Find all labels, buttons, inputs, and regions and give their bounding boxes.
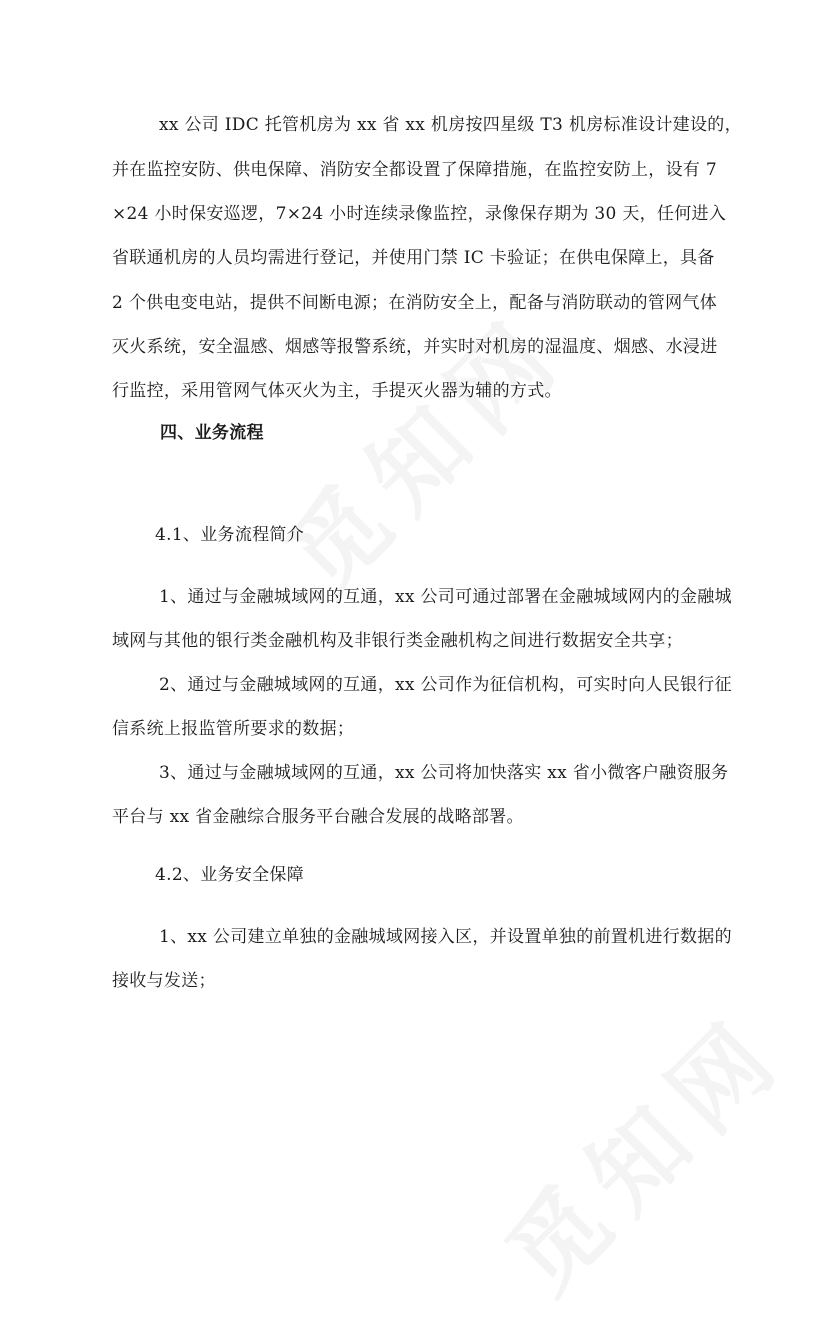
list-item-line: 3、通过与金融城域网的互通，xx 公司将加快落实 xx 省小微客户融资服务: [159, 763, 729, 783]
subsection-heading-4-1: 4.1、业务流程简介: [155, 525, 305, 545]
list-item-line: 2、通过与金融城域网的互通，xx 公司作为征信机构，可实时向人民银行征: [159, 675, 732, 695]
list-item-line: 1、xx 公司建立单独的金融城域网接入区，并设置单独的前置机进行数据的: [159, 927, 732, 947]
paragraph-line: xx 公司 IDC 托管机房为 xx 省 xx 机房按四星级 T3 机房标准设计建设的，: [159, 115, 742, 135]
paragraph-line: 省联通机房的人员均需进行登记，并使用门禁 IC 卡验证；在供电保障上，具备: [112, 248, 715, 268]
list-item-line: 域网与其他的银行类金融机构及非银行类金融机构之间进行数据安全共享；: [112, 631, 683, 651]
subsection-heading-4-2: 4.2、业务安全保障: [155, 865, 305, 885]
paragraph-line: 并在监控安防、供电保障、消防安全都设置了保障措施，在监控安防上，设有 7: [112, 160, 718, 180]
list-item-line: 接收与发送；: [112, 971, 216, 991]
list-item-line: 信系统上报监管所要求的数据；: [112, 719, 355, 739]
watermark-text-bottom: [472, 979, 811, 1318]
section-heading-4: 四、业务流程: [160, 423, 264, 443]
list-item-line: 1、通过与金融城域网的互通，xx 公司可通过部署在金融城域网内的金融城: [159, 587, 732, 607]
paragraph-line: 灭火系统，安全温感、烟感等报警系统，并实时对机房的湿温度、烟感、水浸进: [112, 337, 718, 357]
paragraph-line: 2 个供电变电站，提供不间断电源；在消防安全上，配备与消防联动的管网气体: [112, 293, 718, 313]
list-item-line: 平台与 xx 省金融综合服务平台融合发展的战略部署。: [112, 807, 524, 827]
watermark-text: [252, 279, 591, 618]
paragraph-line: ×24 小时保安巡逻，7×24 小时连续录像监控，录像保存期为 30 天，任何进入: [112, 204, 727, 224]
paragraph-line: 行监控，采用管网气体灭火为主，手提灭火器为辅的方式。: [112, 381, 562, 401]
